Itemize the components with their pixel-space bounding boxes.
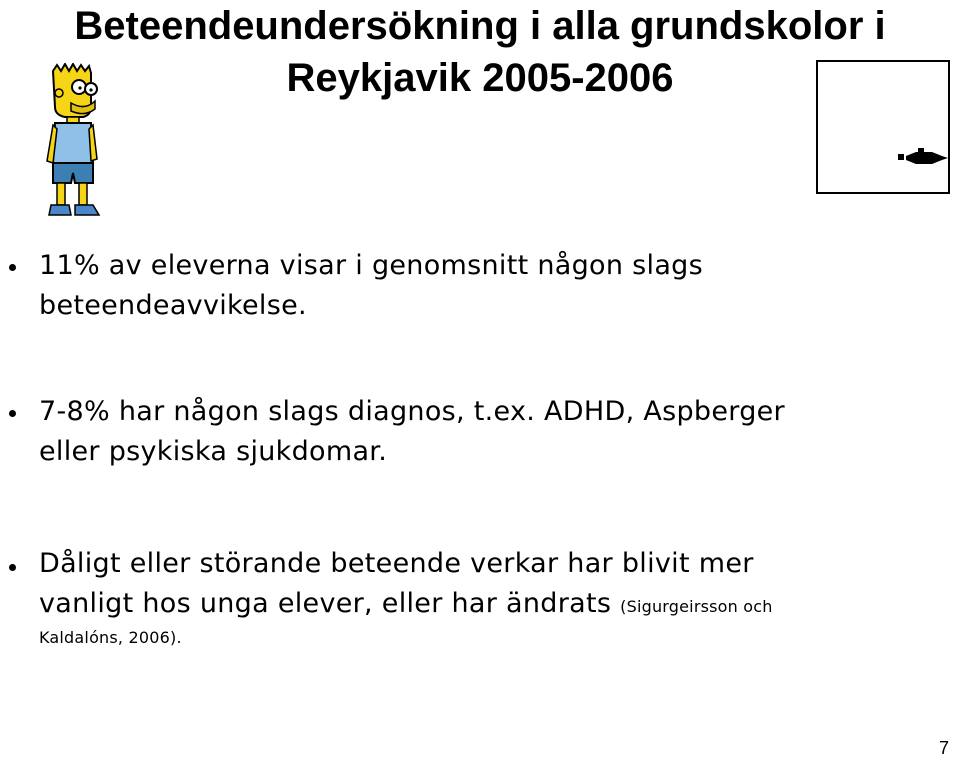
bullet-dot: [9, 264, 16, 271]
title-line-1: Beteendeundersökning i alla grundskolor i: [74, 4, 886, 48]
silhouette-icon: [898, 148, 948, 168]
bullet-text: 11% av eleverna visar i genomsnitt någon slags beteendeavvikelse.: [39, 250, 703, 321]
bullet-dot: [9, 564, 16, 571]
picture-frame: [816, 60, 950, 194]
bullet-text: Dåligt eller störande beteende verkar har blivit mer vanligt hos unga elever, eller har ändrats (Sigurgeirsson och Kaldalóns, 2006).: [39, 544, 954, 649]
bullet-text: 7-8% har någon slags diagnos, t.ex. ADHD, Aspberger eller psykiska sjukdomar.: [39, 396, 785, 467]
title-line-2: Reykjavik 2005-2006: [286, 56, 674, 100]
cartoon-boy-illustration: [45, 63, 103, 221]
citation-continued: Kaldalóns, 2006).: [39, 628, 182, 647]
page-number: 7: [938, 738, 949, 758]
citation: (Sigurgeirsson och: [620, 597, 773, 616]
bullet-dot: [9, 410, 16, 417]
